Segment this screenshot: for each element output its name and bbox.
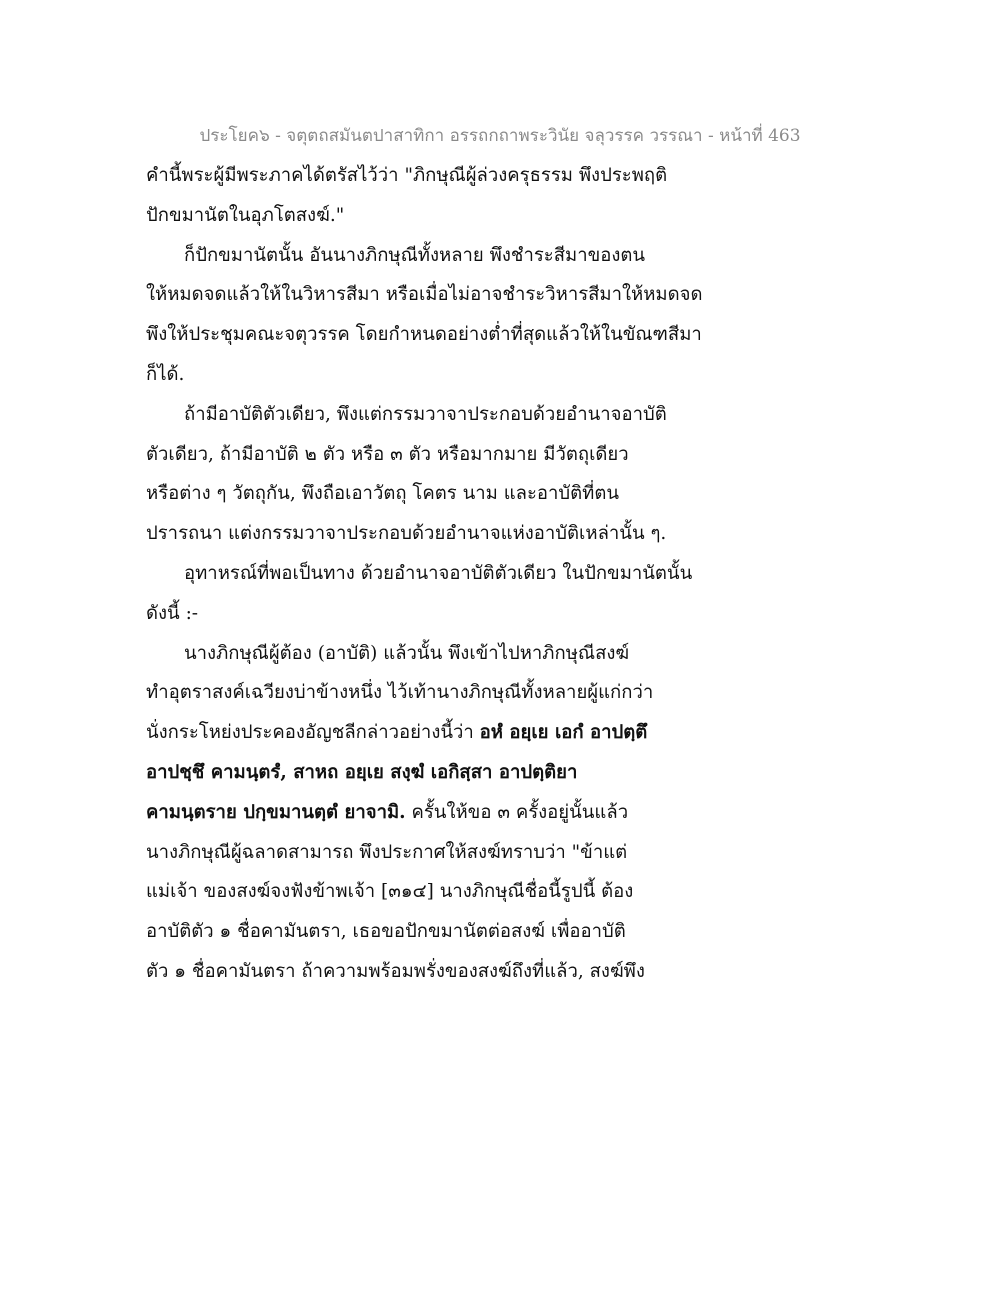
text-line (146, 594, 726, 634)
text-span: ก็ได้. (146, 363, 185, 385)
text-span: คำนี้พระผู้มีพระภาคได้ตรัสไว้ว่า "ภิกษุณีผู้ล่วงครุธรรม พึงประพฤติ (146, 165, 668, 186)
text-span: ตัวเดียว, ถ้ามีอาบัติ ๒ ตัว หรือ ๓ ตัว หรือมากมาย มีวัตถุเดียว (146, 443, 629, 465)
text-span: ให้หมดจดแล้วให้ในวิหารสีมา หรือเมื่อไม่อาจชำระวิหารสีมาให้หมดจด (146, 284, 703, 306)
text-span: นางภิกษุณีผู้ต้อง (อาบัติ) แล้วนั้น พึงเข้าไปหาภิกษุณีสงฆ์ (184, 642, 630, 664)
text-line (146, 435, 726, 475)
text-span: หรือต่าง ๆ วัตถุกัน, พึงถือเอาวัตถุ โคตร นาม และอาบัติที่ตน (146, 483, 619, 505)
pali-bold-line (146, 753, 726, 793)
text-span: แม่เจ้า ของสงฆ์จงฟังข้าพเจ้า [๓๑๔] นางภิกษุณีชื่อนี้รูปนี้ ต้อง (146, 881, 634, 903)
paragraph-start-line (146, 395, 726, 435)
text-line (146, 872, 726, 912)
text-line (146, 275, 726, 315)
text-span: ปรารถนา แต่งกรรมวาจาประกอบด้วยอำนาจแห่งอาบัติเหล่านั้น ๆ. (146, 523, 667, 545)
text-line (146, 315, 726, 355)
paragraph-start-line (146, 236, 726, 276)
text-line (146, 912, 726, 952)
text-span: อาบัติตัว ๑ ชื่อคามันตรา, เธอขอปักขมานัตต่อสงฆ์ เพื่ออาบัติ (146, 921, 626, 943)
text-span: นั่งกระโหย่งประคองอัญชลีกล่าวอย่างนี้ว่า (146, 722, 480, 744)
paragraph-start-line (146, 634, 726, 674)
text-line (146, 514, 726, 554)
text-span: ปักขมานัตในอุภโตสงฆ์." (146, 204, 345, 226)
paragraph-start-line (146, 554, 726, 594)
text-line (146, 474, 726, 514)
pali-bold-text: อหํ อยฺเย เอกํ อาปตฺตึ (479, 722, 648, 744)
text-line (146, 952, 726, 992)
text-span: ดังนี้ :- (146, 602, 199, 624)
text-line (146, 156, 726, 196)
text-line (146, 196, 726, 236)
text-span: ถ้ามีอาบัติตัวเดียว, พึงแต่กรรมวาจาประกอบด้วยอำนาจอาบัติ (184, 403, 667, 425)
text-span: ครั้นให้ขอ ๓ ครั้งอยู่นั้นแล้ว (405, 801, 629, 823)
text-line (146, 355, 726, 395)
text-line (146, 793, 726, 833)
text-span: ก็ปักขมานัตนั้น อันนางภิกษุณีทั้งหลาย พึงชำระสีมาของตน (184, 244, 646, 266)
text-span: ทำอุตราสงค์เฉวียงบ่าข้างหนึ่ง ไว้เท้านางภิกษุณีทั้งหลายผู้แก่กว่า (146, 682, 654, 704)
text-line (146, 673, 726, 713)
running-header: ประโยค๖ - จตุตถสมันตปาสาทิกา อรรถกถาพระวินัย จลุวรรค วรรณา - หน้าที่ 463 (199, 126, 801, 146)
text-span: อุทาหรณ์ที่พอเป็นทาง ด้วยอำนาจอาบัติตัวเดียว ในปักขมานัตนั้น (184, 562, 693, 584)
text-span: นางภิกษุณีผู้ฉลาดสามารถ พึงประกาศให้สงฆ์ทราบว่า "ข้าแต่ (146, 841, 628, 863)
text-line (146, 713, 726, 753)
pali-bold-text: อาปชฺชึ คามนฺตรํ, สาหถ อยฺเย สงฺฆํ เอกิสฺสา อาปตฺติยา (146, 761, 578, 783)
body-text (146, 156, 726, 992)
text-span: ตัว ๑ ชื่อคามันตรา ถ้าความพร้อมพรั่งของสงฆ์ถึงที่แล้ว, สงฆ์พึง (146, 960, 645, 982)
text-line (146, 833, 726, 873)
pali-bold-text: คามนฺตราย ปกฺขมานตฺตํ ยาจามิ. (146, 801, 406, 823)
text-span: พึงให้ประชุมคณะจตุวรรค โดยกำหนดอย่างต่ำที่สุดแล้วให้ในขัณฑสีมา (146, 324, 702, 346)
